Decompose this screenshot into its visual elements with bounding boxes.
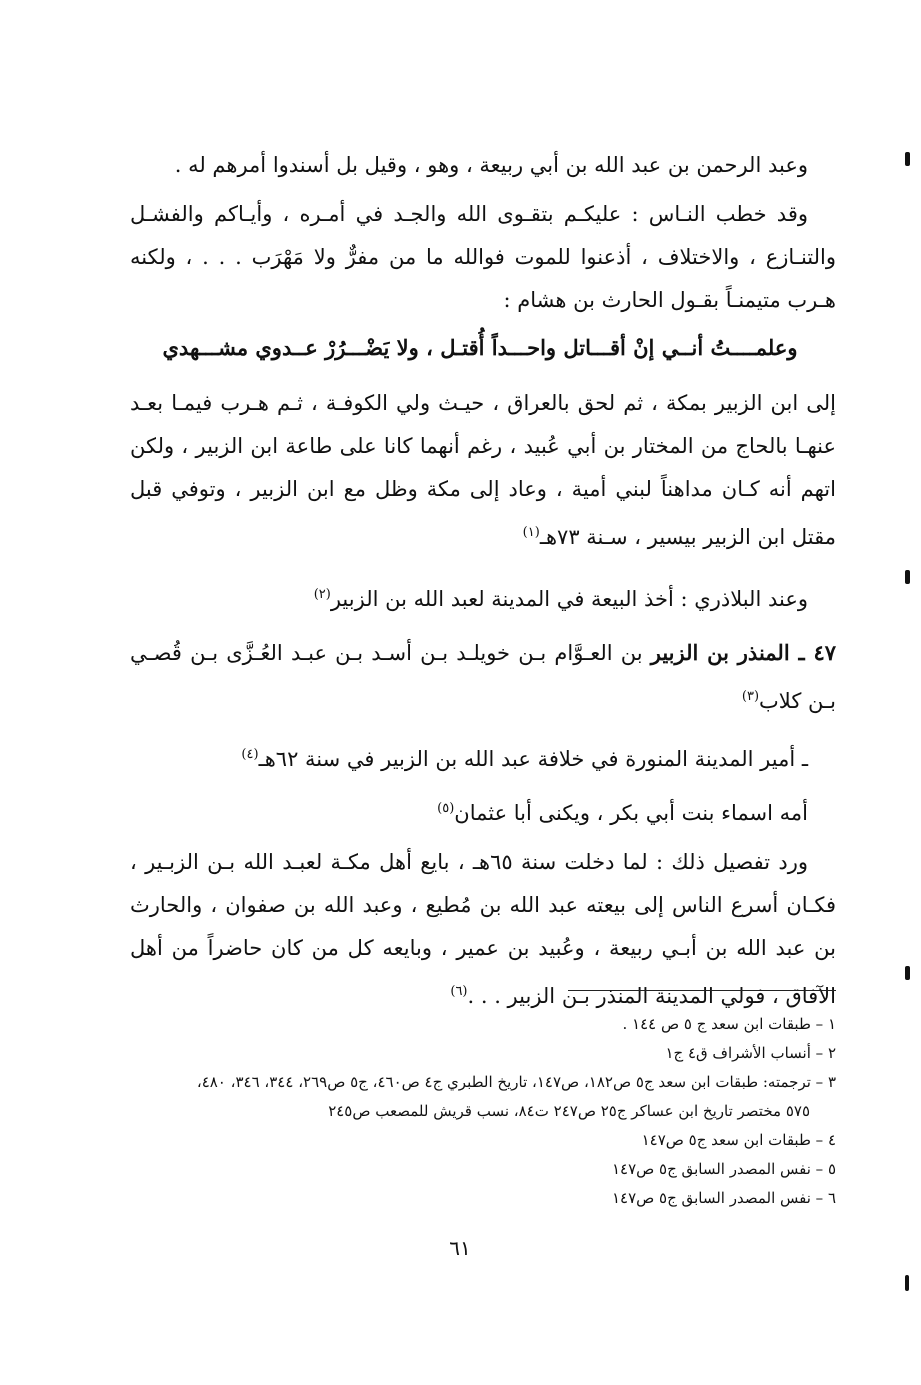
paragraph-5-text: بن العـوَّام بـن خويلـد بـن أسـد بـن عبـد العُـزَّى بـن قُصـي بـن كلاب xyxy=(130,641,836,713)
footnotes xyxy=(130,1010,836,1213)
paragraph-4 xyxy=(130,573,836,621)
margin-mark-bottom xyxy=(905,1275,909,1291)
footnote-ref-4: (٤) xyxy=(241,747,259,762)
paragraph-6 xyxy=(130,733,836,781)
body-text-top xyxy=(130,144,836,322)
page-number: ٦١ xyxy=(449,1236,471,1260)
body-text-middle xyxy=(130,382,836,1018)
poetry-verse: وعلمــــتُ أنــي إنْ أقـــاتل واحـــداً أُقتـل ، ولا يَضْـــرُرْ عــدوي مشـــهدي xyxy=(162,335,798,360)
footnote-ref-5: (٥) xyxy=(437,801,455,816)
footnote-ref-1: (١) xyxy=(522,525,540,540)
footnote-ref-6: (٦) xyxy=(450,984,468,999)
paragraph-4-text: وعند البلاذري : أخذ البيعة في المدينة لعبد الله بن الزبير xyxy=(330,587,808,611)
paragraph-1: وعبد الرحمن بن عبد الله بن أبي ربيعة ، وهو ، وقيل بل أسندوا أمرهم له . xyxy=(174,153,808,177)
footnote-separator xyxy=(568,990,836,991)
footnote-5: ٥ – نفس المصدر السابق ج٥ ص١٤٧ xyxy=(611,1160,836,1178)
footnote-1: ١ – طبقات ابن سعد ج ٥ ص ١٤٤ . xyxy=(622,1015,836,1033)
paragraph-8 xyxy=(130,841,836,1018)
footnote-3-continued: ٥٧٥ مختصر تاريخ ابن عساكر ج٢٥ ص٢٤٧ ت٨٤، نسب قريش للمصعب ص٢٤٥ xyxy=(328,1102,810,1120)
margin-mark-top xyxy=(905,152,910,166)
footnote-ref-3: (٣) xyxy=(741,689,760,704)
footnote-ref-2: (٢) xyxy=(313,587,331,602)
paragraph-3-text: إلى ابن الزبير بمكة ، ثم لحق بالعراق ، حيـث ولي الكوفـة ، ثـم هـرب فيمـا بعـد عنهـا بالحاج من المختار بن أبي عُبيد ، رغم أنهما كانا على طاعة ابن الزبير ، ولكن اتهم أنه كـان مداهناً لبني أمية ، وعاد إلى مكة وظل مع ابن الزبير ، وتوفي قبل مقتل ابن الزبير بيسير ، سـنة ٧٣هـ xyxy=(130,391,836,549)
footnote-3: ٣ – ترجمته: طبقات ابن سعد ج٥ ص١٨٢، ص١٤٧، تاريخ الطبري ج٤ ص٤٦٠، ج٥ ص٢٦٩، ٣٤٤، ٣٤٦، ٤٨٠، xyxy=(196,1073,836,1091)
footnote-6: ٦ – نفس المصدر السابق ج٥ ص١٤٧ xyxy=(611,1189,836,1207)
paragraph-2: وقد خطب النـاس : عليكـم بتقـوى الله والجـد في أمـره ، وأيـاكم والفشـل والتنـازع ، والاختلاف ، أذعنوا للموت فوالله ما من مفرٌّ ولا مَهْرَب . . . ، ولكنه هـرب متيمنـاً بقـول الحارث بن هشام : xyxy=(130,202,836,312)
paragraph-3 xyxy=(130,382,836,559)
paragraph-8-text: ورد تفصيل ذلك : لما دخلت سنة ٦٥هـ ، بايع أهل مكـة لعبـد الله بـن الزبـير ، فكـان أسرع الناس إلى بيعته عبد الله بن مُطيع ، وعبد الله بن صفوان ، والحارث بن عبد الله بن أبـي ربيعة ، وعُبيد بن عمير ، وبايعه كل من كان حاضراً من أهل الآفاق ، فولي المدينة المنذر بـن الزبير . . . xyxy=(130,850,836,1008)
entry-heading: ٤٧ ـ المنذر بن الزبير xyxy=(650,640,836,665)
footnote-4: ٤ – طبقات ابن سعد ج٥ ص١٤٧ xyxy=(641,1131,836,1149)
footnote-2: ٢ – أنساب الأشراف ق٤ ج١ xyxy=(665,1044,836,1062)
paragraph-5 xyxy=(130,631,836,723)
paragraph-6-text: ـ أمير المدينة المنورة في خلافة عبد الله بن الزبير في سنة ٦٢هـ xyxy=(258,747,808,771)
paragraph-7 xyxy=(130,787,836,835)
margin-mark-lower xyxy=(905,966,910,980)
margin-mark-middle xyxy=(905,570,910,584)
paragraph-7-text: أمه اسماء بنت أبي بكر ، ويكنى أبا عثمان xyxy=(454,801,808,825)
